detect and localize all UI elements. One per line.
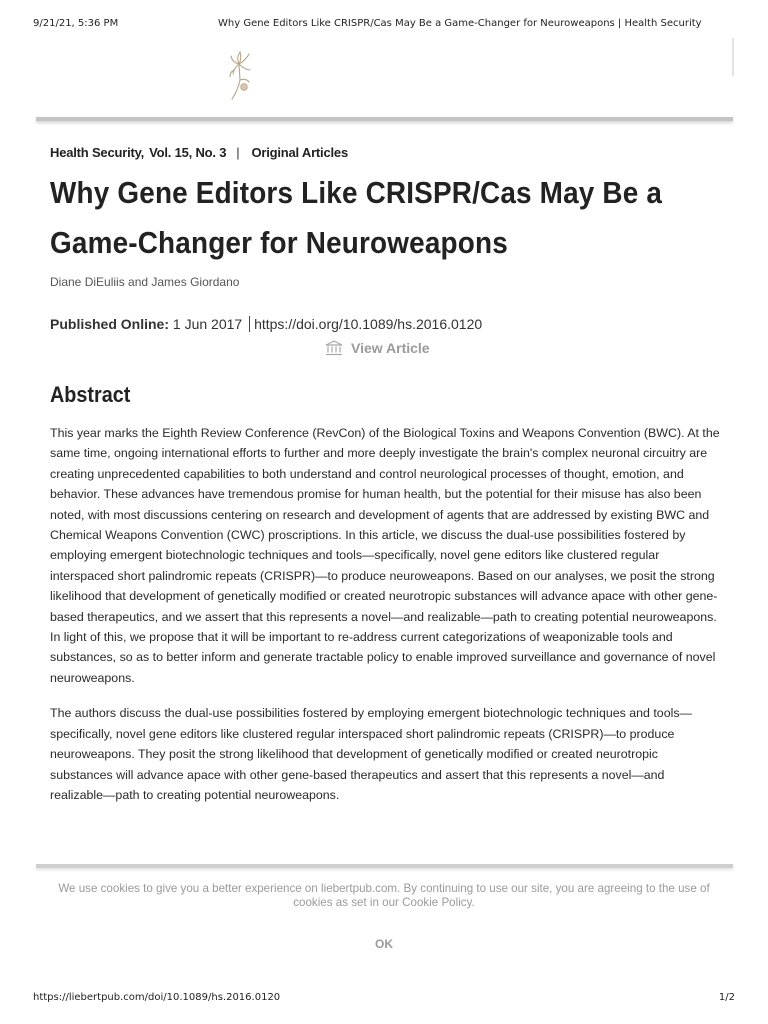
doi-link[interactable]: https://doi.org/10.1089/hs.2016.0120	[254, 316, 483, 332]
published-online-label: Published Online:	[50, 316, 170, 332]
article-title: Why Gene Editors Like CRISPR/Cas May Be a Game-Changer for Neuroweapons	[50, 175, 663, 260]
print-page-number: 1/2	[718, 992, 735, 1003]
view-article-label: View Article	[351, 340, 430, 356]
print-page-title: Why Gene Editors Like CRISPR/Cas May Be a Game-Changer for Neuroweapons | Health Security	[218, 18, 702, 29]
citation-separator: |	[236, 145, 240, 160]
view-article-button[interactable]	[325, 340, 430, 356]
journal-name-link[interactable]: Health Security,	[50, 145, 145, 160]
print-date: 9/21/21, 5:36 PM	[33, 18, 119, 29]
journal-citation	[50, 145, 348, 160]
publication-divider	[249, 316, 250, 332]
published-date: 1 Jun 2017	[169, 316, 247, 332]
cookie-ok-button[interactable]: OK	[375, 937, 393, 951]
header-divider	[36, 117, 733, 121]
abstract-heading: Abstract	[50, 382, 131, 407]
abstract-body	[50, 423, 720, 820]
abstract-paragraph: The authors discuss the dual-use possibilities fostered by employing emergent biotechnologic techniques and tools—specifically, novel gene editors like clustered regular interspaced short palindromic repeats (CRISPR)—to produce neuroweapons. They posit the strong likelihood that development of genetically modified or created neurotropic substances will advance apace with other gene-based therapeutics and assert that this represents a novel—and realizable—path to creating potential neuroweapons.	[50, 706, 692, 802]
article-section-label: Original Articles	[251, 145, 348, 160]
institution-icon	[325, 340, 343, 356]
header-edge-divider	[732, 38, 734, 76]
print-header	[33, 18, 735, 29]
cookie-banner-divider	[36, 864, 733, 868]
cookie-notice-text: We use cookies to give you a better experience on liebertpub.com. By continuing to use our site, you are agreeing to the use of cookies as set in our Cookie Policy.	[58, 882, 710, 909]
flower-sprig-logo-icon	[222, 44, 262, 104]
print-footer	[33, 992, 735, 1003]
article-authors[interactable]: Diane DiEuliis and James Giordano	[50, 275, 240, 289]
publication-info	[50, 316, 482, 332]
print-url: https://liebertpub.com/doi/10.1089/hs.2016.0120	[33, 992, 281, 1003]
journal-logo[interactable]	[222, 44, 262, 104]
abstract-paragraph: This year marks the Eighth Review Conference (RevCon) of the Biological Toxins and Weapons Convention (BWC). At the same time, ongoing international efforts to further and more deeply investigate the brain's complex neuronal circuitry are creating unprecedented capabilities to both understand and control neurological processes of thought, emotion, and behavior. These advances have tremendous promise for human health, but the potential for their misuse has also been noted, with most discussions centering on research and development of agents that are addressed by existing BWC and Chemical Weapons Convention (CWC) proscriptions. In this article, we discuss the dual-use possibilities fostered by employing emergent biotechnologic techniques and tools—specifically, novel gene editors like clustered regular interspaced short palindromic repeats (CRISPR)—to produce neuroweapons. Based on our analyses, we posit the strong likelihood that development of genetically modified or created neurotropic substances will advance apace with other gene-based therapeutics, and we assert that this represents a novel—and realizable—path to creating potential neuroweapons. In light of this, we propose that it will be important to re-address current categorizations of weaponizable tools and substances, so as to better inform and generate tractable policy to enable improved surveillance and governance of novel neuroweapons.	[50, 426, 720, 685]
journal-issue-link[interactable]: Vol. 15, No. 3	[149, 145, 227, 160]
